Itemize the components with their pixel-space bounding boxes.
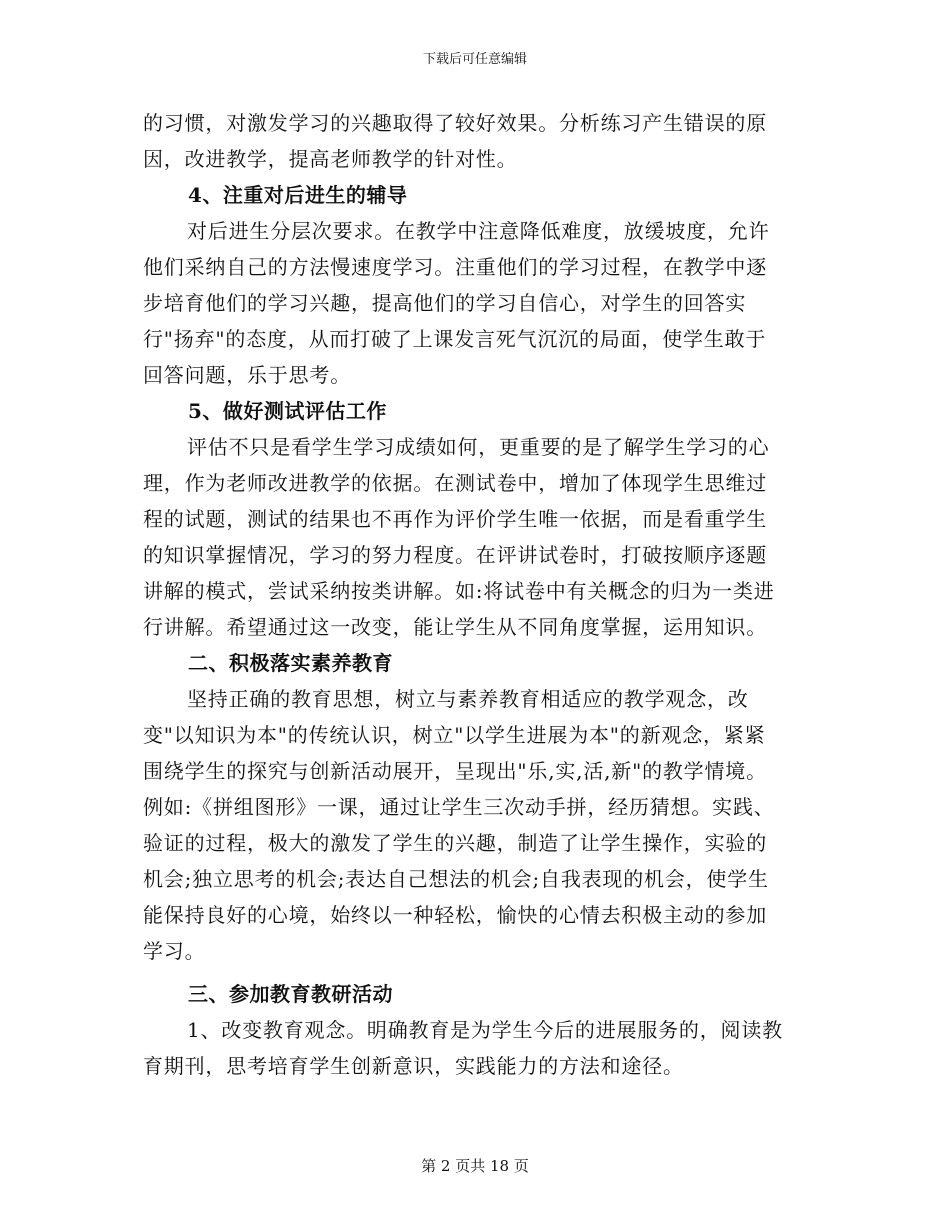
paragraph-line: 的知识掌握情况，学习的努力程度。在评讲试卷时，打破按顺序逐题 — [143, 543, 767, 567]
paragraph-line: 育期刊，思考培育学生创新意识，实践能力的方法和途径。 — [143, 1054, 684, 1078]
paragraph-line: 理，作为老师改进教学的依据。在测试卷中，增加了体现学生思维过 — [143, 471, 767, 495]
paragraph-line: 机会;独立思考的机会;表达自己想法的机会;自我表现的机会，使学生 — [143, 867, 769, 891]
paragraph-line: 程的试题，测试的结果也不再作为评价学生唯一依据，而是看重学生 — [143, 507, 767, 531]
paragraph-line: 行"扬弃"的态度，从而打破了上课发言死气沉沉的局面，使学生敢于 — [143, 327, 767, 351]
paragraph-line: 对后进生分层次要求。在教学中注意降低难度，放缓坡度，允许 — [187, 219, 770, 243]
section-heading: 4、注重对后进生的辅导 — [188, 183, 408, 207]
paragraph-line: 他们采纳自己的方法慢速度学习。注重他们的学习过程，在教学中逐 — [143, 255, 767, 279]
paragraph-line: 能保持良好的心境，始终以一种轻松，愉快的心情去积极主动的参加 — [143, 903, 767, 927]
paragraph-line: 坚持正确的教育思想，树立与素养教育相适应的教学观念，改 — [187, 687, 749, 711]
section-heading: 5、做好测试评估工作 — [188, 399, 387, 423]
paragraph-line: 的习惯，对激发学习的兴趣取得了较好效果。分析练习产生错误的原 — [143, 111, 767, 135]
paragraph-line: 回答问题，乐于思考。 — [143, 363, 351, 387]
section-heading: 三、参加教育教研活动 — [188, 982, 393, 1006]
paragraph-line: 围绕学生的探究与创新活动展开，呈现出"乐,实,活,新"的教学情境。 — [143, 759, 767, 783]
page-header: 下载后可任意编辑 — [422, 52, 527, 67]
paragraph-line: 步培育他们的学习兴趣，提高他们的学习自信心，对学生的回答实 — [143, 291, 747, 315]
section-heading: 二、积极落实素养教育 — [188, 651, 393, 675]
paragraph-line: 验证的过程，极大的激发了学生的兴趣，制造了让学生操作，实验的 — [143, 831, 767, 855]
paragraph-line: 讲解的模式，尝试采纳按类讲解。如:将试卷中有关概念的归为一类进 — [143, 579, 775, 603]
section-gap — [143, 969, 811, 976]
paragraph-line: 例如:《拼组图形》一课，通过让学生三次动手拼，经历猜想。实践、 — [143, 795, 775, 819]
document-body — [143, 105, 811, 1084]
page-footer: 第 2 页共 18 页 — [421, 1157, 529, 1175]
paragraph-line: 变"以知识为本"的传统认识，树立"以学生进展为本"的新观念，紧紧 — [143, 723, 766, 747]
paragraph-line: 1、改变教育观念。明确教育是为学生今后的进展服务的，阅读教 — [187, 1018, 783, 1042]
paragraph-line: 评估不只是看学生学习成绩如何，更重要的是了解学生学习的心 — [187, 435, 770, 459]
paragraph-line: 因，改进教学，提高老师教学的针对性。 — [143, 147, 518, 171]
paragraph-line: 行讲解。希望通过这一改变，能让学生从不同角度掌握，运用知识。 — [143, 615, 767, 639]
paragraph-line: 学习。 — [143, 939, 206, 963]
